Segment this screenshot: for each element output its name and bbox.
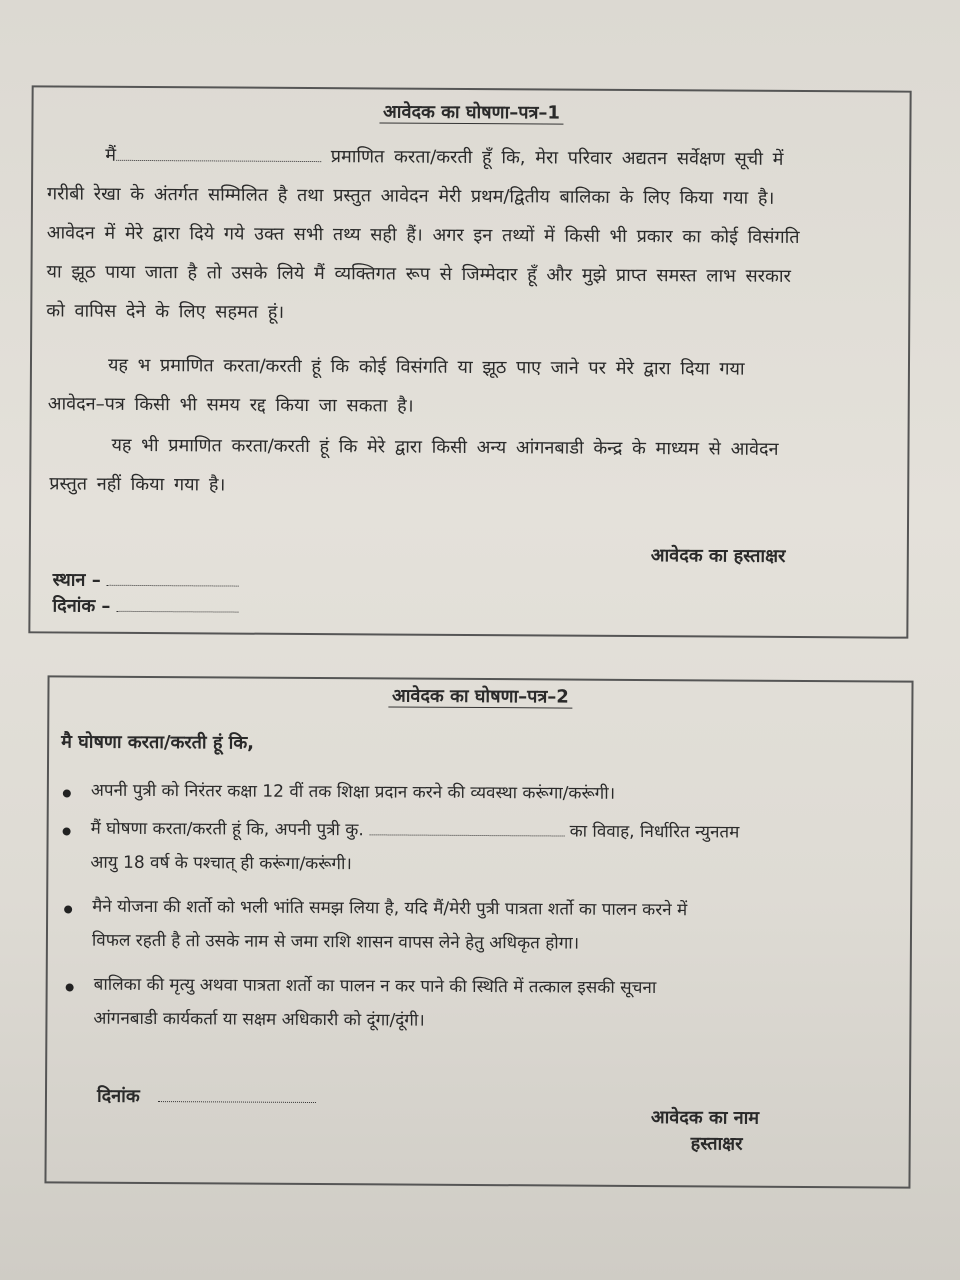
form-1-paragraph-2 (48, 345, 904, 428)
form-2-date-field: दिनांक (97, 1084, 316, 1109)
bullet-icon (66, 983, 74, 991)
bullet-icon (63, 789, 71, 797)
form-1-line: मैं प्रमाणित करता/करती हूँ कि, मेरा परिवार अद्यतन सर्वेक्षण सूची में (105, 144, 784, 170)
date-field: दिनांक – (52, 593, 238, 618)
form-1-line: आवेदन–पत्र किसी भी समय रद्द किया जा सकता है। (47, 393, 414, 417)
form-1-line: यह भी प्रमाणित करता/करती हूं कि मेरे द्वारा किसी अन्य आंगनबाडी केन्द्र के माध्यम से आवेदन (111, 434, 779, 460)
form-1-title: आवेदक का घोषणा–पत्र–1 (33, 97, 909, 126)
form-2-date-blank[interactable] (158, 1087, 316, 1103)
declaration-item: अपनी पुत्री को निरंतर कक्षा 12 वीं तक शिक्षा प्रदान करने की व्यवस्था करूंगा/करूंगी। (90, 780, 616, 804)
form-2-title: आवेदक का घोषणा–पत्र–2 (49, 681, 911, 710)
declaration-item: मैं घोषणा करता/करती हूं कि, अपनी पुत्री कु. का विवाह, निर्धारित न्युनतम आयु 18 वर्ष के पश्चात् ही करूंगा/करूंगी। (90, 818, 740, 875)
applicant-name-label: आवेदक का नाम (650, 1107, 760, 1129)
form-1-line: गरीबी रेखा के अंतर्गत सम्मिलित है तथा प्रस्तुत आवेदन मेरी प्रथम/द्वितीय बालिका के लिए किया गया है। (46, 183, 775, 209)
declaration-form-1 (28, 85, 911, 638)
bullet-icon (63, 827, 71, 835)
declaration-form-2 (44, 675, 913, 1188)
daughter-name-blank[interactable] (369, 820, 564, 836)
form-1-paragraph-3 (49, 425, 905, 508)
form-1-line: यह भ प्रमाणित करता/करती हूं कि कोई विसंगति या झूठ पाए जाने पर मेरे द्वारा दिया गया (107, 354, 745, 380)
bullet-icon (64, 905, 72, 913)
place-field: स्थान – (53, 567, 239, 592)
form-2-intro: मै घोषणा करता/करती हूं कि, (61, 731, 255, 754)
date-blank[interactable] (117, 597, 239, 613)
form-1-line: प्रस्तुत नहीं किया गया है। (49, 473, 226, 496)
name-blank[interactable] (116, 146, 321, 162)
form-1-line: को वापिस देने के लिए सहमत हूं। (46, 300, 285, 323)
form-1-paragraph-1 (46, 135, 903, 335)
place-blank[interactable] (107, 571, 239, 587)
declaration-item: मैने योजना की शर्तो को भली भांति समझ लिया है, यदि मैं/मेरी पुत्री पात्रता शर्तो का पालन करने में विफल रहती है तो उसके नाम से जमा राशि शासन वापस लेने हेतु अधिकृत होगा। (91, 896, 688, 954)
form-2-signature-label: हस्ताक्षर (690, 1133, 743, 1155)
form-1-line: या झूठ पाया जाता है तो उसके लिये मैं व्यक्तिगत रूप से जिम्मेदार हूँ और मुझे प्राप्त समस्त लाभ सरकार (46, 261, 791, 287)
applicant-signature-label: आवेदक का हस्ताक्षर (650, 545, 786, 567)
declaration-item: बालिका की मृत्यु अथवा पात्रता शर्तो का पालन न कर पाने की स्थिति में तत्काल इसकी सूचना आंगनबाडी कार्यकर्ता या सक्षम अधिकारी को दूंगा/दूंगी। (93, 974, 657, 1031)
form-1-line: आवेदन में मेरे द्वारा दिये गये उक्त सभी तथ्य सही हैं। अगर इन तथ्यों में किसी भी प्रकार का कोई विसंगति (46, 222, 800, 249)
